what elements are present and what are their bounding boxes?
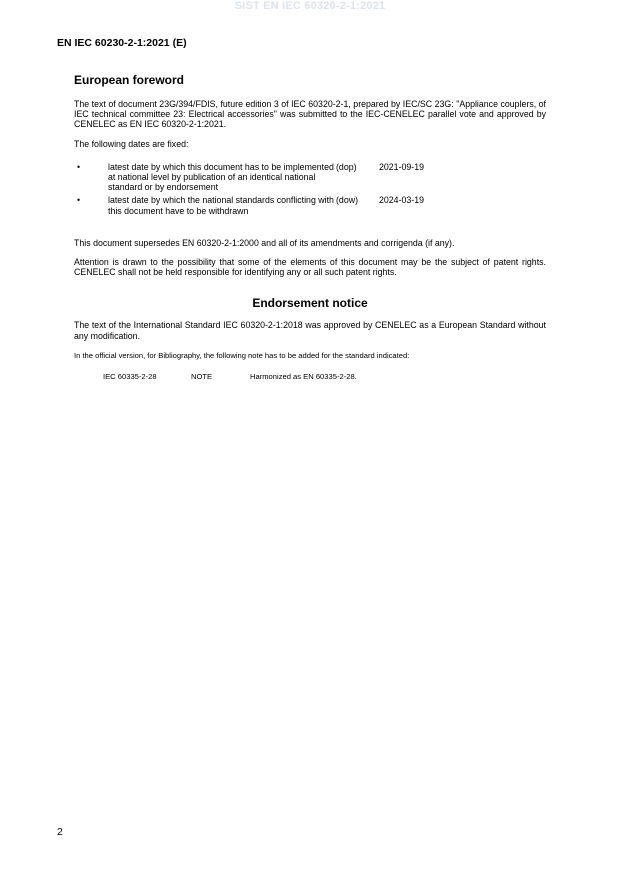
bullet-icon: •	[77, 161, 81, 172]
date-description: latest date by which this document has to be implemented at national level by publication of an identical national standard or by endorsement	[108, 161, 334, 193]
foreword-title: European foreword	[74, 73, 185, 87]
note-label: NOTE	[191, 371, 213, 381]
bibliography-note-intro: In the official version, for Bibliography, the following note has to be added for the standard indicated:	[74, 350, 410, 360]
dates-intro: The following dates are fixed:	[74, 138, 189, 149]
date-value: 2021-09-19	[379, 161, 424, 172]
dates-list	[74, 162, 546, 216]
page-number: 2	[57, 826, 63, 838]
document-id-header: EN IEC 60230-2-1:2021 (E)	[57, 37, 187, 49]
date-row-dop	[74, 162, 546, 193]
endorsement-title: Endorsement notice	[252, 296, 368, 311]
supersedes-paragraph: This document supersedes EN 60320-2-1:2000 and all of its amendments and corrigenda (if any).	[74, 237, 455, 248]
note-standard-ref: IEC 60335-2-28	[103, 371, 157, 381]
date-abbreviation: (dow)	[336, 195, 358, 206]
patent-attention-paragraph: Attention is drawn to the possibility that some of the elements of this document may be the subject of patent rights. CENELEC shall not be held responsible for identifying any or all such patent rights.	[74, 257, 546, 278]
date-description: latest date by which the national standards conflicting with this document have to be withdrawn	[108, 195, 334, 216]
bibliography-note	[74, 372, 546, 381]
watermark: SIST EN IEC 60320-2-1:2021	[234, 0, 386, 12]
endorsement-paragraph: The text of the International Standard IEC 60320-2-1:2018 was approved by CENELEC as a European Standard without any modification.	[74, 320, 546, 341]
foreword-paragraph: The text of document 23G/394/FDIS, future edition 3 of IEC 60320-2-1, prepared by IEC/SC 23G: "Appliance couplers, of IEC technical committee 23: Electrical accessories" was submitted to the IEC-CENELEC parallel vote and approved by CENELEC as EN IEC 60320-2-1:2021.	[74, 99, 546, 130]
date-row-dow	[74, 195, 546, 215]
note-text: Harmonized as EN 60335-2-28.	[250, 371, 357, 381]
date-abbreviation: (dop)	[336, 161, 357, 172]
page-content	[74, 70, 546, 381]
bullet-icon: •	[77, 195, 81, 206]
date-value: 2024-03-19	[379, 195, 424, 206]
